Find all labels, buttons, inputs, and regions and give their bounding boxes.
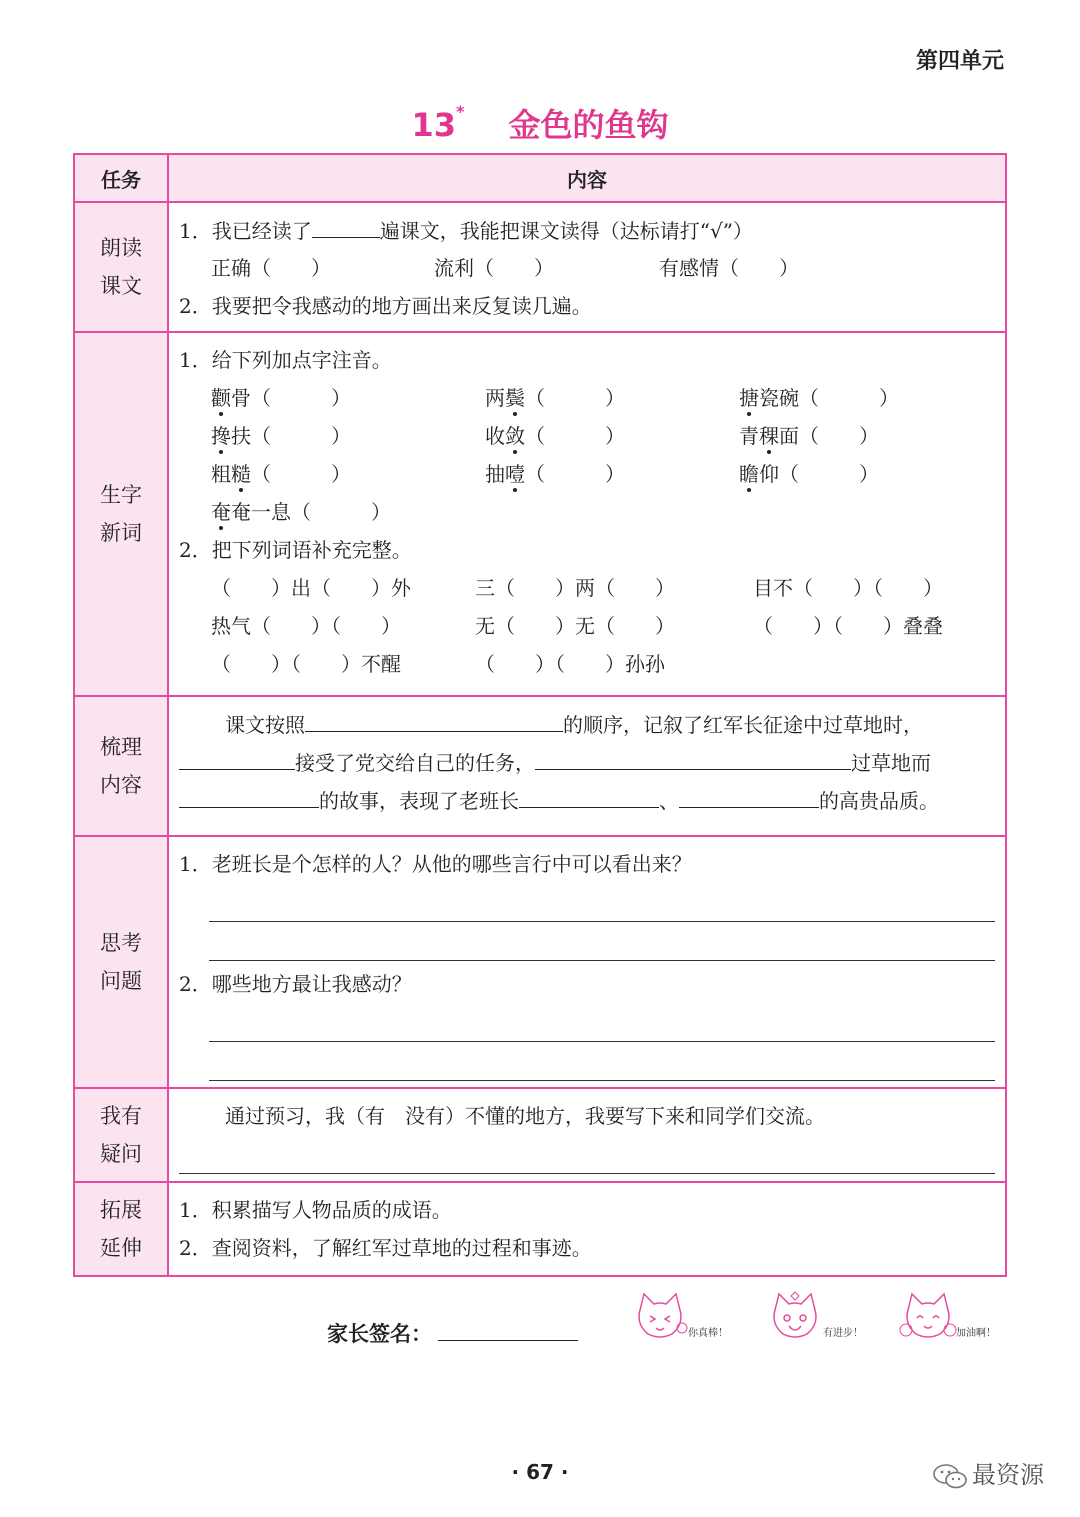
summary-blank-quality2[interactable]: [679, 781, 819, 808]
summary-blank-who[interactable]: [179, 743, 295, 770]
label-summary: [74, 696, 168, 836]
content-summary: [168, 696, 1006, 836]
reading-line3: 2．我要把令我感动的地方画出来反复读几遍。: [179, 294, 592, 318]
row-reading: [74, 202, 1006, 332]
pinyin-item-4[interactable]: 搀扶（ ）: [211, 424, 351, 448]
summary-1a: 课文按照: [225, 713, 305, 737]
words-q1: 1．给下列加点字注音。: [179, 348, 392, 372]
content-reading: [168, 202, 1006, 332]
label-extend-2: 延伸: [100, 1236, 142, 1260]
label-reading: [74, 202, 168, 332]
watermark: [932, 1455, 1044, 1490]
answer-line-3[interactable]: [209, 1003, 995, 1042]
option-correct[interactable]: 正确（ ）: [211, 256, 331, 280]
label-question-2: 疑问: [100, 1142, 142, 1166]
label-reading-1: 朗读: [100, 236, 142, 260]
question-answer-line[interactable]: [179, 1135, 995, 1174]
stamp-great: [630, 1288, 740, 1344]
pinyin-item-5[interactable]: 收敛（ ）: [485, 424, 625, 448]
pinyin-item-2[interactable]: 两鬓（ ）: [485, 386, 625, 410]
summary-blank-order[interactable]: [305, 705, 563, 732]
option-fluent[interactable]: 流利（ ）: [434, 256, 554, 280]
unit-label: 第四单元: [915, 49, 1004, 74]
label-words-1: 生字: [100, 483, 142, 507]
answer-line-1[interactable]: [209, 883, 995, 922]
col-task-header: 任务: [74, 154, 168, 202]
label-extend: [74, 1182, 168, 1276]
watermark-text: 最资源: [972, 1461, 1044, 1489]
summary-blank-how[interactable]: [535, 743, 851, 770]
pinyin-item-9[interactable]: 瞻仰（ ）: [739, 462, 879, 486]
label-reading-2: 课文: [100, 274, 142, 298]
think-q1: 1．老班长是个怎样的人？从他的哪些言行中可以看出来？: [179, 852, 692, 876]
task-table: [73, 153, 1007, 1277]
summary-3a: 的故事，表现了老班长: [319, 789, 519, 813]
cat-face-icon: [765, 1288, 825, 1344]
row-summary: [74, 696, 1006, 836]
label-think-2: 问题: [100, 969, 142, 993]
summary-2a: 接受了党交给自己的任务，: [295, 751, 535, 775]
label-question: [74, 1088, 168, 1182]
content-think: [168, 836, 1006, 1088]
extend-1: 1．积累描写人物品质的成语。: [179, 1198, 452, 1222]
sign-label: 家长签名：: [327, 1322, 432, 1346]
label-words: [74, 332, 168, 696]
summary-blank-quality1[interactable]: [519, 781, 659, 808]
pinyin-item-10[interactable]: 奄奄一息（ ）: [211, 500, 391, 524]
idiom-6[interactable]: （ ）（ ）叠叠: [753, 614, 943, 638]
table-header-row: [74, 154, 1006, 202]
page-number: · 67 ·: [511, 1460, 569, 1484]
label-summary-2: 内容: [100, 773, 142, 797]
pinyin-item-7[interactable]: 粗糙（ ）: [211, 462, 351, 486]
summary-blank-result[interactable]: [179, 781, 319, 808]
reading-times-blank[interactable]: [312, 211, 380, 238]
lesson-name: 金色的鱼钩: [508, 106, 669, 144]
summary-1b: 的顺序，记叙了红军长征途中过草地时，: [563, 713, 923, 737]
question-text: 通过预习，我（有 没有）不懂的地方，我要写下来和同学们交流。: [225, 1104, 825, 1128]
pinyin-item-6[interactable]: 青稞面（ ）: [739, 424, 879, 448]
idiom-1[interactable]: （ ）出（ ）外: [211, 576, 411, 600]
label-think: [74, 836, 168, 1088]
label-words-2: 新词: [100, 521, 142, 545]
row-words: [74, 332, 1006, 696]
content-question: [168, 1088, 1006, 1182]
parent-signature: [327, 1314, 578, 1348]
summary-2b: 过草地而: [851, 751, 931, 775]
summary-3b: 、: [659, 789, 679, 813]
idiom-7[interactable]: （ ）（ ）不醒: [211, 652, 401, 676]
cat-face-icon: [898, 1288, 958, 1344]
reading-line1a: 1．我已经读了: [179, 219, 312, 243]
sign-blank[interactable]: [438, 1314, 578, 1341]
pinyin-item-3[interactable]: 搪瓷碗（ ）: [739, 386, 899, 410]
pinyin-item-8[interactable]: 抽噎（ ）: [485, 462, 625, 486]
row-think: [74, 836, 1006, 1088]
label-think-1: 思考: [100, 931, 142, 955]
lesson-number: 13: [411, 106, 457, 144]
summary-3c: 的高贵品质。: [819, 789, 939, 813]
lesson-title: [0, 100, 1080, 146]
col-content-header: 内容: [168, 154, 1006, 202]
content-words: [168, 332, 1006, 696]
answer-line-4[interactable]: [209, 1042, 995, 1081]
idiom-2[interactable]: 三（ ）两（ ）: [475, 576, 675, 600]
stamp-text-2: 有进步！: [823, 1328, 863, 1339]
pinyin-item-1[interactable]: 颧骨（ ）: [211, 386, 351, 410]
stamp-cheer: [898, 1288, 1008, 1344]
content-extend: [168, 1182, 1006, 1276]
label-question-1: 我有: [100, 1104, 142, 1128]
stamp-text-1: 你真棒！: [688, 1328, 728, 1339]
row-question: [74, 1088, 1006, 1182]
extend-2: 2．查阅资料，了解红军过草地的过程和事迹。: [179, 1236, 592, 1260]
row-extend: [74, 1182, 1006, 1276]
idiom-4[interactable]: 热气（ ）（ ）: [211, 614, 401, 638]
idiom-8[interactable]: （ ）（ ）孙孙: [475, 652, 665, 676]
stamp-text-3: 加油啊！: [956, 1328, 996, 1339]
stamp-progress: [765, 1288, 875, 1344]
words-q2: 2．把下列词语补充完整。: [179, 538, 412, 562]
label-summary-1: 梳理: [100, 735, 142, 759]
idiom-3[interactable]: 目不（ ）（ ）: [753, 576, 943, 600]
label-extend-1: 拓展: [100, 1198, 142, 1222]
wechat-icon: [932, 1462, 968, 1490]
think-q2: 2．哪些地方最让我感动？: [179, 972, 412, 996]
reading-line1b: 遍课文，我能把课文读得（达标请打“√”）: [379, 219, 753, 243]
answer-line-2[interactable]: [209, 922, 995, 961]
option-emotion[interactable]: 有感情（ ）: [659, 256, 799, 280]
idiom-5[interactable]: 无（ ）无（ ）: [475, 614, 675, 638]
lesson-star: *: [456, 102, 465, 121]
cat-face-icon: [630, 1288, 690, 1344]
